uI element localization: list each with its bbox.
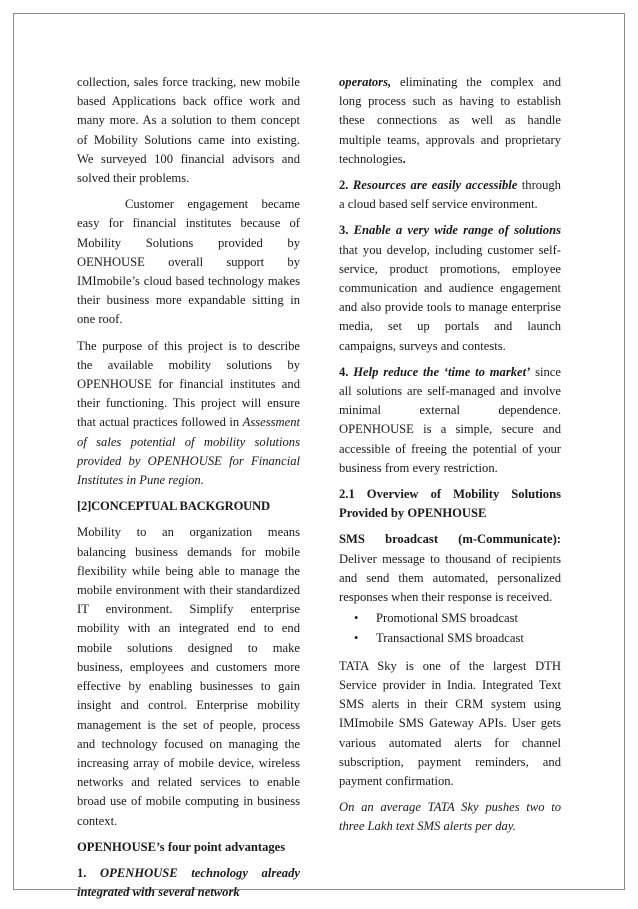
point-1-text: eliminating the complex and long process such as having to establish these connections as well as handle multiple teams, approvals and proprietary technologies <box>339 75 561 166</box>
section-heading-conceptual-background: [2]CONCEPTUAL BACKGROUND <box>77 499 270 514</box>
purpose-italic: Assessment of sales potential of mobility solutions provided by OPENHOUSE for Financial Institutes in Pune region. <box>77 415 301 488</box>
point-4-number: 4. <box>339 364 349 379</box>
paragraph-customer-engagement: Customer engagement became easy for financial institutes because of Mobility Solutions provided by OENHOUSE overall support by IMImobile’s cloud based technology makes their business more expandable sitting in one roof. <box>77 197 300 327</box>
left-column <box>77 73 300 909</box>
point-4-text: since all solutions are self-managed and involve minimal external dependence. OPENHOUSE is a simple, secure and accessible of freeing the potential of your business from every restriction. <box>339 364 561 475</box>
sms-broadcast-paragraph <box>339 530 561 607</box>
point-4-title: Help reduce the ‘time to market’ <box>353 364 531 379</box>
purpose-text: The purpose of this project is to describe the available mobility solutions by OPENHOUSE for financial institutes and their functioning. This project will ensure that actual practices followed in <box>77 338 300 430</box>
list-item <box>339 609 561 628</box>
section-heading-overview: 2.1 Overview of Mobility Solutions Provided by OPENHOUSE <box>339 487 561 521</box>
point-1-period: . <box>402 151 406 166</box>
point-1-title: OPENHOUSE technology already integrated with several network <box>77 865 300 900</box>
point-3-text: that you develop, including customer self-service, product promotions, employee communication and audience engagement and also provide tools to manage enterprise media, set up portals and launch campaigns, surveys and contests. <box>339 242 561 353</box>
advantage-point-3 <box>339 221 561 355</box>
point-1-number: 1. <box>77 865 87 880</box>
point-2-number: 2. <box>339 178 349 193</box>
sms-text: Deliver message to thousand of recipients and send them automated, personalized responses when their response is received. <box>339 551 561 605</box>
list-item <box>339 629 561 648</box>
list-item-label: Promotional SMS broadcast <box>376 611 519 626</box>
list-item-label: Transactional SMS broadcast <box>376 631 524 646</box>
advantage-point-1 <box>77 864 300 902</box>
sms-heading: SMS broadcast (m-Communicate): <box>339 532 561 547</box>
point-2-title: Resources are easily accessible <box>352 178 518 193</box>
point-1-title-end: operators, <box>339 75 392 89</box>
point-2-text: through a cloud based self service environment. <box>339 178 561 212</box>
paragraph-tata-sky-stat: On an average TATA Sky pushes two to three Lakh text SMS alerts per day. <box>339 800 561 834</box>
advantage-point-2 <box>339 176 561 214</box>
paragraph-purpose <box>77 337 300 491</box>
bullet-icon: • <box>354 631 359 646</box>
paragraph-mobility: Mobility to an organization means balancing business demands for mobile flexibility while being able to manage the mobile environment with their standardized IT environment. Simplify enterprise mobility with an integrated end to end mobile solutions designed to make business, employees and customers more effective by enabling businesses to gain insight and control. Enterprise mobility management is the set of people, process and technology focused on managing the increasing array of mobile device, wireless networks and related services to enable broad use of mobile computing in business context. <box>77 525 300 828</box>
bullet-icon: • <box>354 611 359 626</box>
point-3-number: 3. <box>339 223 349 238</box>
paragraph-tata-sky: TATA Sky is one of the largest DTH Service provider in India. Integrated Text SMS alerts in their CRM system using IMImobile SMS Gateway APIs. User gets various automated alerts for channel subscription, payment reminders, and payment confirmation. <box>339 658 561 788</box>
point-3-title: Enable a very wide range of solutions <box>353 223 561 238</box>
section-heading-advantages: OPENHOUSE’s four point advantages <box>77 839 286 854</box>
advantage-point-4 <box>339 363 561 478</box>
right-column <box>339 73 561 844</box>
paragraph-intro: collection, sales force tracking, new mobile based Applications back office work and many more. As a solution to them concept of Mobility Solutions came into existing. We surveyed 100 financial advisors and solved their problems. <box>77 75 300 186</box>
sms-bullet-list <box>339 609 561 648</box>
advantage-point-1-continued <box>339 73 561 169</box>
